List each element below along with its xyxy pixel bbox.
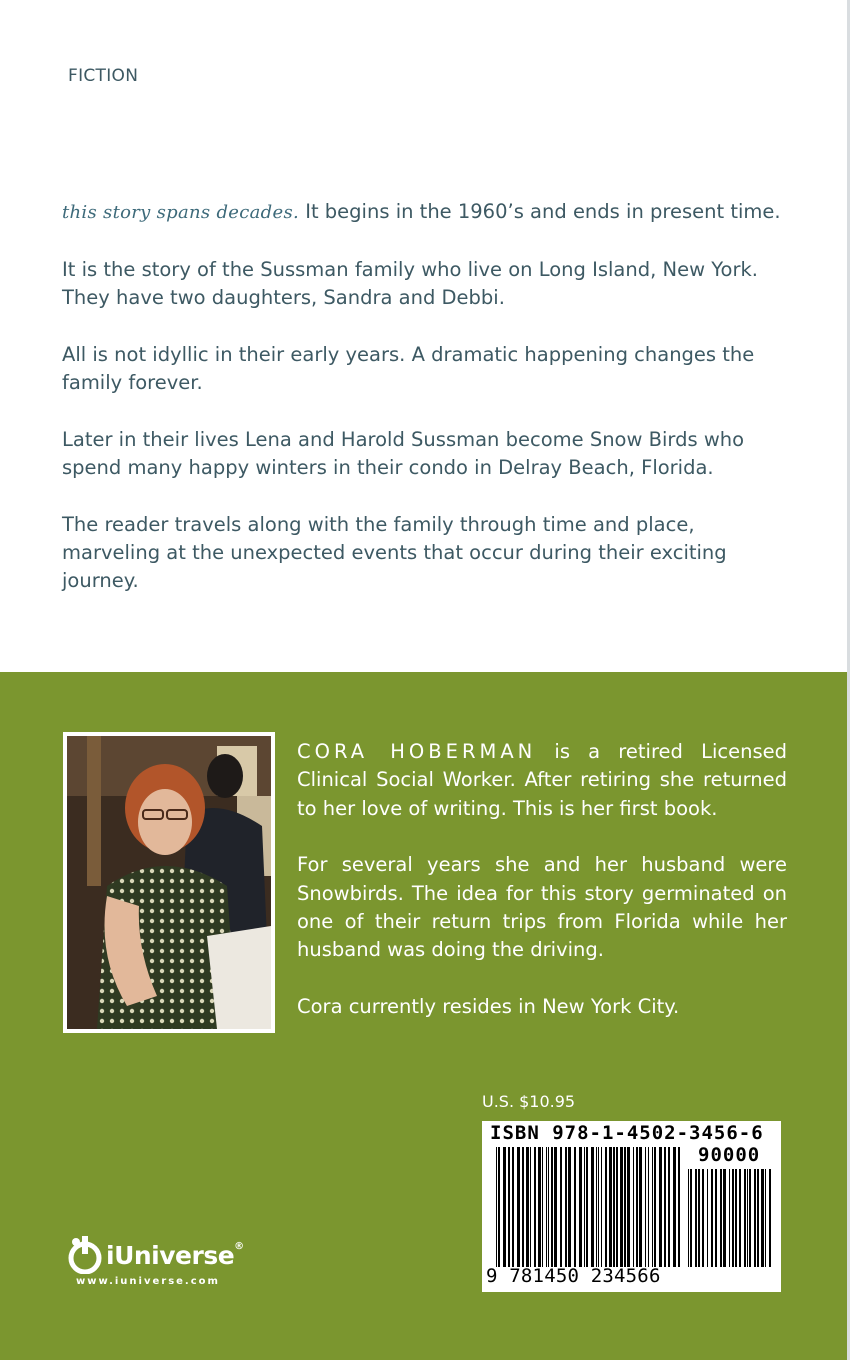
barcode-bar <box>605 1147 607 1267</box>
publisher-logo <box>68 1236 244 1287</box>
blurb-paragraph: All is not idyllic in their early years. A dramatic happening changes the family forever. <box>62 343 755 394</box>
barcode-bar <box>512 1147 514 1267</box>
barcode-bar <box>749 1169 751 1267</box>
barcode-bar <box>732 1169 734 1267</box>
barcode-bar <box>707 1169 708 1267</box>
barcode-bar <box>522 1147 524 1267</box>
barcode-bar <box>530 1147 531 1267</box>
barcode-bar <box>720 1169 722 1267</box>
barcode-bar <box>702 1169 704 1267</box>
barcode-bar <box>574 1147 576 1267</box>
book-blurb <box>62 198 790 624</box>
genre-label: FICTION <box>68 66 139 86</box>
barcode-bar <box>678 1147 680 1267</box>
barcode-bar <box>690 1169 692 1267</box>
barcode-bar <box>765 1169 766 1267</box>
barcode-bar <box>624 1147 626 1267</box>
barcode-bar <box>584 1147 585 1267</box>
barcode-bar <box>659 1147 662 1267</box>
bio-paragraph: Cora currently resides in New York City. <box>297 994 680 1018</box>
barcode-bar <box>729 1169 730 1267</box>
barcode-bar <box>688 1169 689 1267</box>
bio-paragraph <box>297 738 787 823</box>
bio-paragraph: For several years she and her husband were Snowbirds. The idea for this story germinated on one of their return trips from Florida while her husband was doing the driving. <box>297 853 787 962</box>
barcode-bars-main <box>496 1147 682 1267</box>
barcode-bar <box>496 1147 497 1267</box>
barcode-bar <box>591 1147 594 1267</box>
barcode-bar <box>769 1169 771 1267</box>
blurb-paragraph <box>62 198 790 227</box>
barcode-bar <box>601 1147 602 1267</box>
publisher-url: www.iuniverse.com <box>76 1276 220 1287</box>
author-photo <box>63 732 275 1033</box>
barcode-bar <box>695 1169 697 1267</box>
barcode-bar <box>627 1147 630 1267</box>
barcode-bar <box>613 1147 615 1267</box>
barcode-bar <box>560 1147 562 1267</box>
barcode-bar <box>723 1169 726 1267</box>
barcode-bar <box>508 1147 510 1267</box>
barcode-addon-digits: 90000 <box>698 1144 761 1166</box>
barcode-bar <box>609 1147 612 1267</box>
barcode-bar <box>652 1147 653 1267</box>
barcode-bar <box>711 1169 713 1267</box>
barcode-bar <box>551 1147 553 1267</box>
barcode-bar <box>526 1147 529 1267</box>
barcode-bar <box>645 1147 646 1267</box>
barcode-bar <box>648 1147 649 1267</box>
barcode-bar <box>586 1147 588 1267</box>
barcode-bar <box>654 1147 656 1267</box>
registered-mark: ® <box>234 1240 244 1252</box>
isbn-barcode <box>482 1121 781 1292</box>
barcode-bar <box>546 1147 547 1267</box>
barcode-digits: 9 781450 234566 <box>486 1265 661 1287</box>
author-photo-illustration <box>67 736 271 1029</box>
barcode-bar <box>616 1147 618 1267</box>
blurb-p1-rest: It begins in the 1960’s and ends in present time. <box>299 200 781 223</box>
barcode-bar <box>761 1169 764 1267</box>
barcode-bar <box>744 1169 746 1267</box>
barcode-bar <box>668 1147 670 1267</box>
barcode-bar <box>620 1147 623 1267</box>
barcode-bar <box>754 1169 756 1267</box>
barcode-bar <box>735 1169 737 1267</box>
barcode-bar <box>639 1147 642 1267</box>
publisher-name-text: iUniverse <box>106 1240 235 1270</box>
publisher-logo-row <box>68 1236 244 1274</box>
barcode-bar <box>517 1147 520 1267</box>
barcode-bar <box>498 1147 500 1267</box>
barcode-bar <box>715 1169 717 1267</box>
barcode-bar <box>598 1147 599 1267</box>
blurb-paragraph: It is the story of the Sussman family who live on Long Island, New York. They have two daughters, Sandra and Debbi. <box>62 258 758 309</box>
barcode-bar <box>548 1147 549 1267</box>
publisher-name <box>106 1241 244 1270</box>
barcode-bar <box>757 1169 759 1267</box>
barcode-bar <box>747 1169 748 1267</box>
barcode-bars-addon <box>688 1169 774 1267</box>
barcode-bar <box>579 1147 582 1267</box>
barcode-bar <box>673 1147 676 1267</box>
barcode-bar <box>636 1147 638 1267</box>
price-label: U.S. $10.95 <box>482 1092 576 1111</box>
barcode-bar <box>565 1147 567 1267</box>
blurb-paragraph: Later in their lives Lena and Harold Sussman become Snow Birds who spend many happy winters in their condo in Delray Beach, Florida. <box>62 428 745 479</box>
author-name: CORA HOBERMAN <box>297 740 537 763</box>
barcode-bar <box>664 1147 666 1267</box>
barcode-bar <box>596 1147 597 1267</box>
barcode-bar <box>538 1147 541 1267</box>
barcode-bar <box>739 1169 741 1267</box>
isbn-label: ISBN 978-1-4502-3456-6 <box>490 1122 764 1144</box>
blurb-paragraph: The reader travels along with the family through time and place, marveling at the unexpected events that occur during their exciting journey. <box>62 513 727 592</box>
handwritten-lead: this story spans decades. <box>62 202 300 223</box>
bio-p1-rest: is a retired Licensed Clinical Social Worker. After retiring she returned to her love of writing. This is her first book. <box>297 740 787 820</box>
barcode-bar <box>503 1147 506 1267</box>
author-bio <box>297 738 787 1049</box>
iuniverse-swirl-icon <box>68 1236 102 1274</box>
barcode-bar <box>542 1147 543 1267</box>
barcode-bar <box>698 1169 700 1267</box>
barcode-bar <box>554 1147 557 1267</box>
barcode-bar <box>633 1147 634 1267</box>
barcode-bar <box>568 1147 571 1267</box>
barcode-bar <box>534 1147 536 1267</box>
